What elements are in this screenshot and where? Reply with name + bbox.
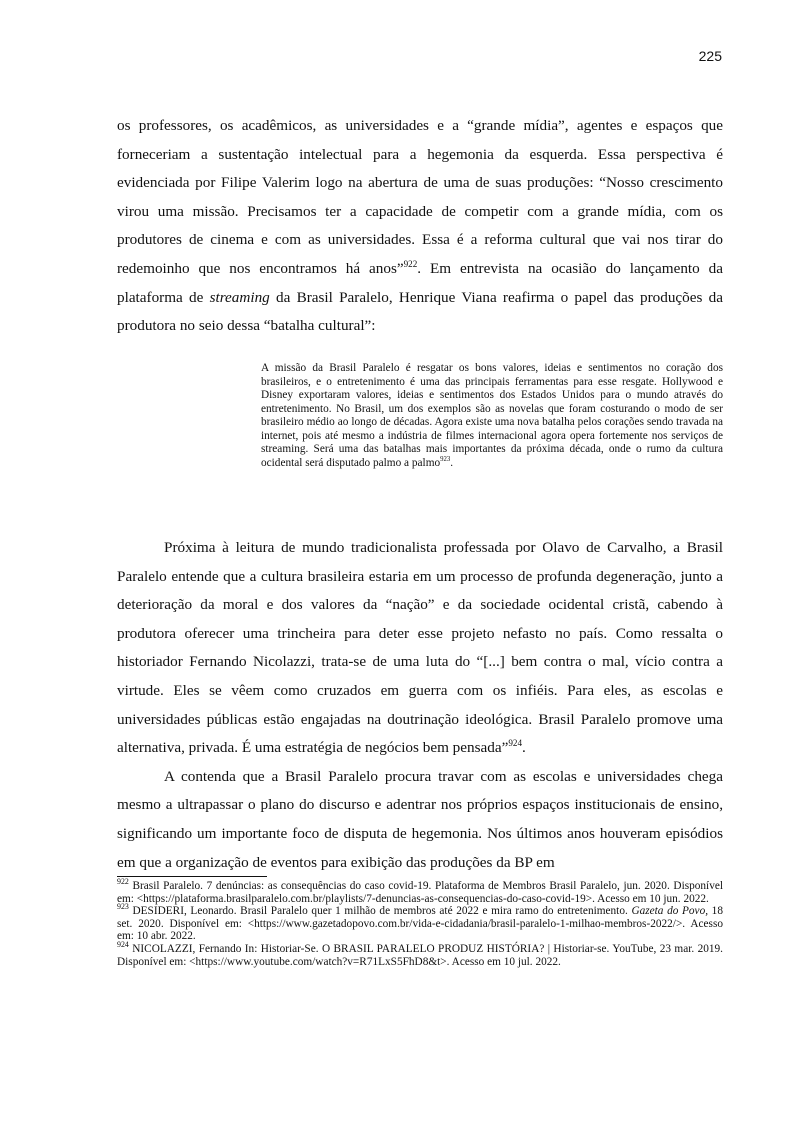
paragraph-1-text-c: da Brasil Paralelo, Henrique Viana reafirma o papel das produções da produtora no seio dessa “batalha cultural”: (117, 288, 723, 335)
footnote-text: NICOLAZZI, Fernando In: Historiar-Se. O BRASIL PARALELO PRODUZ HISTÓRIA? | Historiar-se. YouTube, 23 mar. 2019. Disponível em: <https://www.youtube.com/watch?v=R71LxS5FhD8&t>. Acesso em 10 jul. 2022. (117, 942, 723, 968)
footnote-ref-924[interactable]: 924 (508, 738, 523, 749)
footnotes (117, 877, 723, 968)
footnote-separator (117, 876, 267, 877)
footnote-924 (117, 940, 723, 968)
paragraph-1-italic: streaming (209, 288, 270, 306)
page-number: 225 (698, 48, 722, 64)
footnote-text: Brasil Paralelo. 7 denúncias: as consequências do caso covid-19. Plataforma de Membros Brasil Paralelo, jun. 2020. Disponível em: <https://plataforma.brasilparalelo.com.br/playlists/7-denuncias-as-consequencias-do-caso-covid-19>. Acesso em 10 jun. 2022. (117, 880, 723, 905)
footnote-ref-923[interactable]: 923 (440, 455, 451, 463)
paragraph-1 (117, 112, 723, 341)
body-block-2 (117, 534, 723, 877)
footnote-number: 923 (117, 902, 129, 912)
paragraph-1-text-a: os professores, os acadêmicos, as universidades e a “grande mídia”, agentes e espaços que forneceriam a sustentação intelectual para a hegemonia da esquerda. Essa perspectiva é evidenciada por Filipe Valerim logo na abertura de uma de suas produções: “Nosso crescimento virou uma missão. Precisamos ter a capacidade de competir com a grande mídia, com os produtores de cinema e com as universidades. Essa é a reforma cultural que vai nos tirar do redemoinho que nos encontramos há anos” (117, 117, 723, 277)
footnote-922 (117, 877, 723, 905)
block-quote-end: . (450, 456, 454, 469)
paragraph-2-text: Próxima à leitura de mundo tradicionalista professada por Olavo de Carvalho, a Brasil Paralelo entende que a cultura brasileira estaria em um processo de profunda degeneração, junto a deterioração da moral e dos valores da “nação” e da sociedade ocidental cristã, cabendo à produtora oferecer uma trincheira para deter esse projeto nefasto no país. Como ressalta o historiador Fernando Nicolazzi, trata-se de uma luta do “[...] bem contra o mal, vício contra a virtude. Eles se vêem como cruzados em guerra com os infiéis. Para eles, as escolas e universidades públicas estão engajadas na doutrinação ideológica. Brasil Paralelo promove uma alternativa, privada. É uma estratégia de negócios bem pensada” (117, 539, 723, 757)
footnote-number: 924 (117, 940, 129, 950)
footnote-text: DESIDERI, Leonardo. Brasil Paralelo quer 1 milhão de membros até 2022 e mira ramo do entretenimento. (128, 905, 632, 918)
footnote-italic: Gazeta do Povo, (631, 905, 709, 918)
paragraph-2-end: . (522, 739, 526, 757)
paragraph-1-text-b: . Em entrevista na ocasião do lançamento da plataforma de (117, 259, 723, 306)
footnote-text-b: 18 set. 2020. Disponível em: <https://www.gazetadopovo.com.br/vida-e-cidadania/brasil-paralelo-1-milhao-membros-2022/>. Acesso em: 10 abr. 2022. (117, 905, 723, 943)
paragraph-3: A contenda que a Brasil Paralelo procura travar com as escolas e universidades chega mesmo a ultrapassar o plano do discurso e adentrar nos próprios espaços institucionais de ensino, significando um importante foco de disputa de hegemonia. Nos últimos anos houveram episódios em que a organização de eventos para exibição das produções da BP em (117, 767, 723, 871)
block-quote-text: A missão da Brasil Paralelo é resgatar os bons valores, ideias e sentimentos no coração dos brasileiros, e o entretenimento é uma das principais ferramentas para esse resgate. Hollywood e Disney exportaram valores, ideias e sentimentos dos Estados Unidos para o mundo através do entretenimento. No Brasil, um dos exemplos são as novelas que foram costurando o modo de ser brasileiro médio ao longo de décadas. Agora existe uma nova batalha pelos corações sendo travada na internet, pois até mesmo a indústria de filmes internacional agora opera fortemente nos serviços de streaming. Será uma das batalhas mais importantes da próxima década, onde o rumo da cultura ocidental será disputado palmo a palmo (261, 362, 723, 469)
paragraph-2 (117, 534, 723, 763)
footnote-number: 922 (117, 877, 129, 887)
block-quote (261, 362, 723, 470)
footnote-ref-922[interactable]: 922 (403, 258, 418, 269)
footnote-923 (117, 902, 723, 943)
